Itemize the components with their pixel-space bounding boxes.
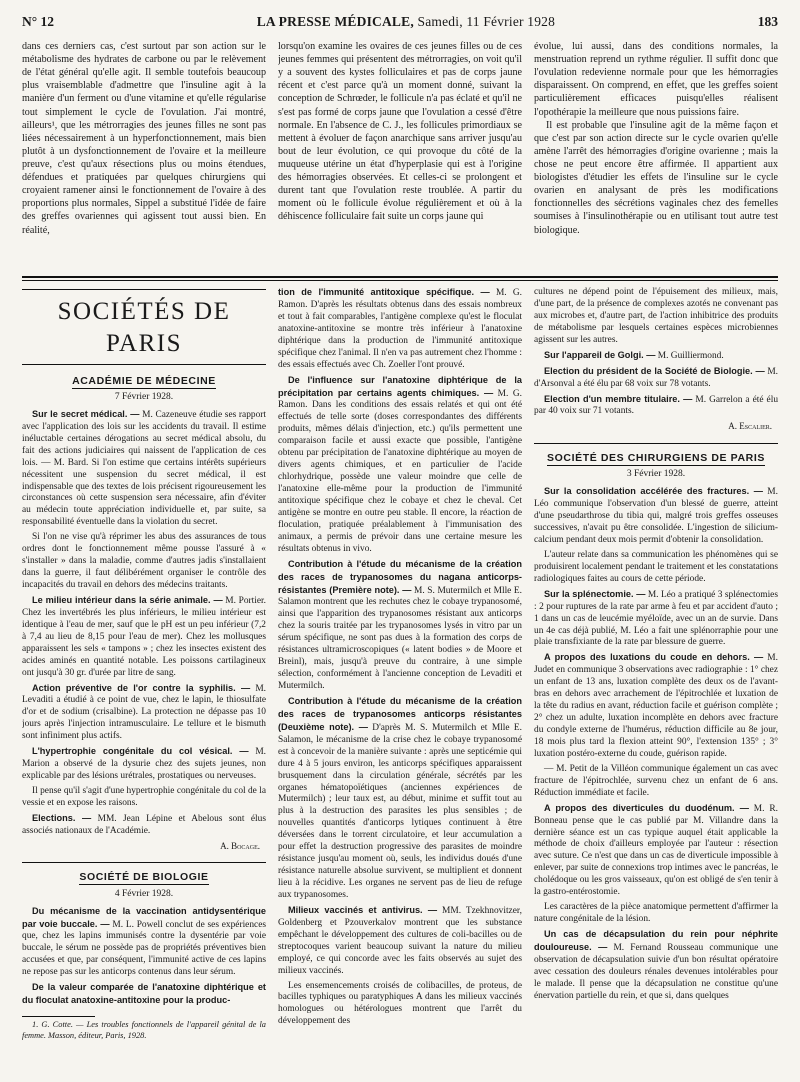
report-paragraph: Sur la splénectomie. — M. Léo a pratiqué 3 splénectomies : 2 pour ruptures de la rate par arme à feu et par accident d'auto ; 1 dans un cas de leucémie myéloïde, avec un an de survie. Dans un 4e cas déjà publié, M. Léo a fait une splénorraphie pour une plaie transfixiante de la rate par blessure de guerre. bbox=[534, 588, 778, 648]
running-header bbox=[22, 14, 778, 34]
report-paragraph: Contribution à l'étude du mécanisme de la création des races de trypanosomes anticorps résistantes (Deuxième note). — D'après M. S. Mutermilch et Mlle E. Salamon, le mécanisme de la crise chez le cobaye trypanosomé est à concevoir de la manière suivante : après une septicémie qui dure 4 à 5 jours environ, les anticorps spécifiques apparaissent brusquement dans la circulation générale, sécrétés par les organes hématopoïétiques (anciennes expériences de Mutermilch) ; leur taux est, au début, minime et suffit tout au plus à la destruction des parasites les plus sensibles ; de nouvelles quantités d'anticorps lytiques continuent à être déversées dans le torrent circulatoire, et leur accumulation a pour effet la destruction progressive des parasites de moindre résistance jusqu'au moment où, seuls, les individus doués d'une résistance naturelle absolue survivent, se multiplient et donnent lieu à la récidive. Les organes ne servent pas de lieu de refuge aux trypanosomes. bbox=[278, 695, 522, 900]
report-paragraph: Les caractères de la pièce anatomique permettent d'affirmer la nature congénitale de la lésion. bbox=[534, 902, 778, 925]
report-paragraph: tion de l'immunité antitoxique spécifique. — M. G. Ramon. D'après les résultats obtenus dans des essais nombreux et tout à fait comparables, l'antigène complexe qu'est le floculat anatoxine-antitoxine se montre très inférieur à l'anatoxine diphtérique dans la production de l'immunité antitoxique spécifique chez l'animal. Il n'en va pas autrement chez l'homme : des essais effectués avec Ch. Zoeller l'ont prouvé. bbox=[278, 287, 522, 370]
report-paragraph: — M. Petit de la Villéon communique également un cas avec fracture de l'épitrochlée, survenu chez un enfant de 6 ans. Réduction immédiate et facile. bbox=[534, 763, 778, 798]
page-number: 183 bbox=[757, 14, 778, 29]
footnote-divider bbox=[22, 1016, 95, 1017]
paragraph: dans ces derniers cas, c'est surtout par son action sur le métabolisme des hydrates de carbone ou par le relèvement de l'état général qu'elle agit. Il semble toutefois beaucoup plus vraisemblable d'admettre que l'insuline agit à la manière d'un ferment ou d'une vitamine et qu'elle régularise tout simplement le cycle de l'ovulation. J'ai montré, ailleurs¹, que les métrorragies des jeunes filles ne sont pas liées nécessairement à un hyperfonctionnement, mais bien plutôt à un dysfonctionnement de l'ovaire et la meilleure preuve, c'est qu'aux résections plus ou moins étendues, défendues et pratiquées par quelques chirurgiens qui croyaient ramener ainsi le fonctionnement de l'ovaire à des proportions plus normales, Sippel a substitué l'idée de faire des greffes ovariennes qui agissent tout aussi bien. En réalité, bbox=[22, 41, 266, 236]
report-paragraph: Milieux vaccinés et antivirus. — MM. Tzekhnovitzer, Goldenberg et Pzouverkalov montrent que les substance empêchant le développement des cultures de coli-bacilles ou de streptocoques varient beaucoup suivant la nature du milieu employé, ce qui concorde avec les faits observés au sujet des milieux vaccinés. bbox=[278, 904, 522, 976]
lower-column-1 bbox=[22, 287, 266, 1075]
footnote: 1. G. Cotte. — Les troubles fonctionnels de l'appareil génital de la femme. Masson, éditeur, Paris, 1928. bbox=[22, 1020, 266, 1040]
society-title-chirurgiens: SOCIÉTÉ DES CHIRURGIENS DE PARIS bbox=[547, 451, 765, 464]
session-date: 7 Février 1928. bbox=[114, 391, 174, 402]
report-paragraph: Elections. — MM. Jean Lépine et Abelous sont élus associés nationaux de l'Académie. bbox=[22, 812, 266, 836]
report-paragraph: Action préventive de l'or contre la syphilis. — M. Levaditi a étudié à ce point de vue, chez le lapin, le thiosulfate d'or et de sodium (crisalbine). La protection ne dépasse pas 10 jours après l'injection intramusculaire. Le tellure et le bismuth sont infiniment plus actifs. bbox=[22, 682, 266, 742]
report-paragraph: Contribution à l'étude du mécanisme de la création des races de trypanosomes du nagana anticorps-résistantes (Première note). — M. S. Mutermilch et Mlle E. Salamon montrent que les rechutes chez le cobaye trypanosomé, ainsi que l'apparition des trypanosomes résistant aux anticorps chez la souris traitée par les trypanosomes lysés in vitro par un sérum spécifique, ne sont pas dues à la formation des corps de résistances ultramicroscopiques (« latent bodies » de Moore et Breinl), mais, jusqu'à preuve du contraire, à une simple sélection, conformément à l'ancienne conception de Levaditi et Mutermilch. bbox=[278, 558, 522, 691]
societies-section bbox=[22, 287, 778, 1075]
journal-name: LA PRESSE MÉDICALE, bbox=[256, 14, 414, 29]
issue-date: Samedi, 11 Février 1928 bbox=[417, 14, 556, 29]
top-column-3 bbox=[534, 40, 778, 270]
report-paragraph: cultures ne dépend point de l'épuisement des milieux, mais, d'une part, de la présence de complexes azotés ne convenant pas aux microbes et, d'autre part, de l'action inhibitrice des produits de métabolisme par lesquels certaines espèces microbiennes agissent sur les autres. bbox=[534, 287, 778, 345]
report-paragraph: Un cas de décapsulation du rein pour néphrite douloureuse. — M. Fernand Rousseau communique une observation de décapsulation suivie d'un bon résultat opératoire avec cessation des douleurs rénales devenues intolérables pour le malade. Il pense que la décapsulation ne constitue qu'une énervation partielle du rein, et que si, dans quelques bbox=[534, 929, 778, 1001]
issue-number: N° 12 bbox=[22, 14, 55, 29]
section-masthead: SOCIÉTÉS DE PARIS bbox=[22, 289, 266, 365]
paragraph: évolue, lui aussi, dans des conditions normales, la menstruation reprend un rythme régulier. Il suffit donc que l'ovulation redevienne normale pour que les hémorragies disparaissent. On comprend, en effet, que les greffes soient particulièrement efficaces puisqu'elles réalisent l'opothérapie la meilleure que nous puissions faire. bbox=[534, 41, 778, 118]
lower-column-3 bbox=[534, 287, 778, 1075]
report-paragraph: A propos des luxations du coude en dehors. — M. Judet en communique 3 observations avec radiographie : 1° chez un enfant de 13 ans, luxation complète des deux os de l'avant-bras en dehors avec arrachement de l'épitrochlée et luxation de la tête du radius en avant, réduction facile et guérison complète ; 2° chez un adulte, luxation incomplète en dehors avec fracture du condyle externe de l'humérus, réduction difficile au 8e jour, 18 mois plus tard la flexion atteint 90°, l'extension 135° ; 3° luxation postéro-externe du coude, guérison rapide. bbox=[534, 652, 778, 759]
report-paragraph: Sur le secret médical. — M. Cazeneuve étudie ses rapport avec l'application des lois sur les accidents du travail. Il estime inéluctable certaines dérogations au secret médical absolu, du fait des actions judiciaires qui naissent de l'application de ces lois. — M. Bard. Si l'on estime que certains intérêts supérieurs nécessitent une suspension du secret médical, il est indispensable que des textes de lois précisent rigoureusement les circonstances où cette suspension sera nécessaire, afin d'éviter au médecin toute appréciation individuelle et, par suite, sa responsabilité éventuelle dans la violation du secret. bbox=[22, 408, 266, 528]
report-paragraph: Il pense qu'il s'agit d'une hypertrophie congénitale du col de la vessie et en expose les raisons. bbox=[22, 786, 266, 808]
report-paragraph: L'hypertrophie congénitale du col vésical. — M. Marion a observé de la dysurie chez des sujets jeunes, non explicable par des lésions urétrales, prostatiques ou nerveuses. bbox=[22, 746, 266, 782]
report-paragraph: Election du président de la Société de Biologie. — M. d'Arsonval a été élu par 68 voix sur 78 votants. bbox=[534, 365, 778, 389]
society-title-biologie: SOCIÉTÉ DE BIOLOGIE bbox=[79, 871, 209, 884]
report-paragraph: Sur l'appareil de Golgi. — M. Guilliermond. bbox=[544, 349, 724, 361]
lower-column-2 bbox=[278, 287, 522, 1075]
report-paragraph: A propos des diverticules du duodénum. — M. R. Bonneau pense que le cas publié par M. Villandre dans la dernière séance est un cas typique auquel était applicable la méthode de choix d'ailleurs employée par l'auteur : résection avec suture. Ce n'est que dans un cas de diverticule impossible à enlever, par suite de connexions trop intimes avec le pancréas, le cholédoque ou les gros vaisseaux, qu'on est obligé de s'en tenir à la gastro-entérostomie. bbox=[534, 802, 778, 898]
report-paragraph: Sur la consolidation accélérée des fractures. — M. Léo communique l'observation d'un blessé de guerre, atteint d'une pseudarthrose du tibia qui, malgré trois greffes osseuses successives, n'avait pu être consolidée. L'ingestion de silicium-calcium pendant deux mois permit d'obtenir la consolidation. bbox=[534, 486, 778, 545]
divider bbox=[22, 862, 266, 863]
author-signature: A. Escalier. bbox=[728, 421, 772, 432]
section-divider bbox=[22, 276, 778, 281]
journal-title-line bbox=[257, 14, 555, 30]
session-date: 4 Février 1928. bbox=[114, 888, 174, 899]
author-signature: A. Bocage. bbox=[220, 840, 260, 851]
paragraph: lorsqu'on examine les ovaires de ces jeunes filles ou de ces jeunes femmes qui présentent des métrorragies, on voit qu'il y a souvent des kystes folliculaires et pas de corps jaune récent et c'est parce qu'à un moment donné, suivant la conception de Schrœder, le follicule n'a pas éclaté et qu'il ne s'est pas formé de corps jaune que l'ovulation a cessé d'être normale. En l'absence de C. J., les follicules primordiaux se mettent à évoluer de façon anarchique sans arriver jusqu'au bout de leur évolution, ce qui provoque du côté de la muqueuse utérine un état d'hyperplasie qui est à l'origine des hémorragies observées. Et celles-ci se prolongent et durent tant que l'ovulation reste troublée. A partir du moment où le follicule évolue régulièrement et où à la déhiscence folliculaire fait suite un corps jaune qui bbox=[278, 41, 522, 223]
society-title-academie: ACADÉMIE DE MÉDECINE bbox=[72, 374, 216, 387]
report-paragraph: Les ensemencements croisés de colibacilles, de proteus, de bacilles typhiques ou paratyphiques A dans les milieux vaccinés homologues ou hétérologues montrent que l'arrêt du développement des bbox=[278, 980, 522, 1027]
top-column-1 bbox=[22, 40, 266, 270]
report-paragraph: Si l'on ne vise qu'à réprimer les abus des assurances de tous ordres dont le fonctionnement même pousse l'assuré à « s'installer » dans la maladie, comme d'autres jadis s'installaient dans la guerre, il faut délibérément organiser le contrôle des incapacités du travail en dehors des médecins traitants. bbox=[22, 532, 266, 591]
report-paragraph: De la valeur comparée de l'anatoxine diphtérique et du floculat anatoxine-antitoxine pour la produc- bbox=[22, 982, 266, 1006]
session-date: 3 Février 1928. bbox=[626, 469, 686, 480]
top-article-continuation bbox=[22, 40, 778, 270]
report-paragraph: Le milieu intérieur dans la série animale. — M. Portier. Chez les invertébrés les plus inférieurs, le milieu intérieur est identique à l'eau de mer, sauf que le pH est un peu inférieur (7,2 à 7,4 au lieu de 8,15 pour l'eau de mer). Chez les mollusques apparaissent les sels « tampons » ; chez les insectes existent des acides aminés en quantité notable. Les poissons cartilagineux ont jusqu'à 30 gr. d'urée par litre de sang. bbox=[22, 594, 266, 678]
paragraph: Il est probable que l'insuline agit de la même façon et que c'est par son action directe sur le cycle ovarien qu'elle amène l'arrêt des hémorragies d'origine ovarienne ; mais la chose ne peut encore être affirmée. Il appartient aux biologistes d'étudier les effets de l'insuline sur le cycle ovarien en analysant de près les modifications fonctionnelles des sécrétions vaginales chez des femelles soumises à l'insulinothérapie ou en utilisant tout autre test biologique. bbox=[534, 119, 778, 236]
top-column-2 bbox=[278, 40, 522, 270]
report-paragraph: L'auteur relate dans sa communication les phénomènes qui se produisirent localement pendant le traitement et les constatations radiologiques faites au cours de cette période. bbox=[534, 549, 778, 584]
divider bbox=[534, 443, 778, 444]
report-paragraph: Election d'un membre titulaire. — M. Garrelon a été élu par 40 voix sur 71 votants. bbox=[534, 393, 778, 417]
report-paragraph: Du mécanisme de la vaccination antidysentérique par voie buccale. — M. L. Powell conclut de ses expériences que, chez les lapins immunisés contre la dysentérie par voie buccale, le sérum ne possède pas de propriétés préventives bien accusées et que, par conséquent, l'immunité active de ces lapins ne repose pas sur les anticorps contenus dans leur sérum. bbox=[22, 905, 266, 978]
report-paragraph: De l'influence sur l'anatoxine diphtérique de la précipitation par certains agents chimiques. — M. G. Ramon. Dans les conditions des essais relatés et qui ont été effectués de telle sorte (doses correspondantes des différents produits, mêmes délais d'injection, etc.) qu'ils permettent une comparaison facile et aussi exacte que possible, l'antigène obtenu par précipitation de l'anatoxine diphtérique au moyen de divers agents chimiques, et en particulier de l'acide chlorhydrique, possède une valeur moindre que celle de l'anatoxine elle-même pour la production de l'immunité antitoxique spécifique chez le cobaye et chez le cheval. Cet antigène se montre en outre peu stable. Il encore, la réaction de floculation, pratiquée préalablement à l'immunisation des animaux, a permis de prévoir dans une certaine mesure les résultats obtenus in vivo. bbox=[278, 374, 522, 554]
